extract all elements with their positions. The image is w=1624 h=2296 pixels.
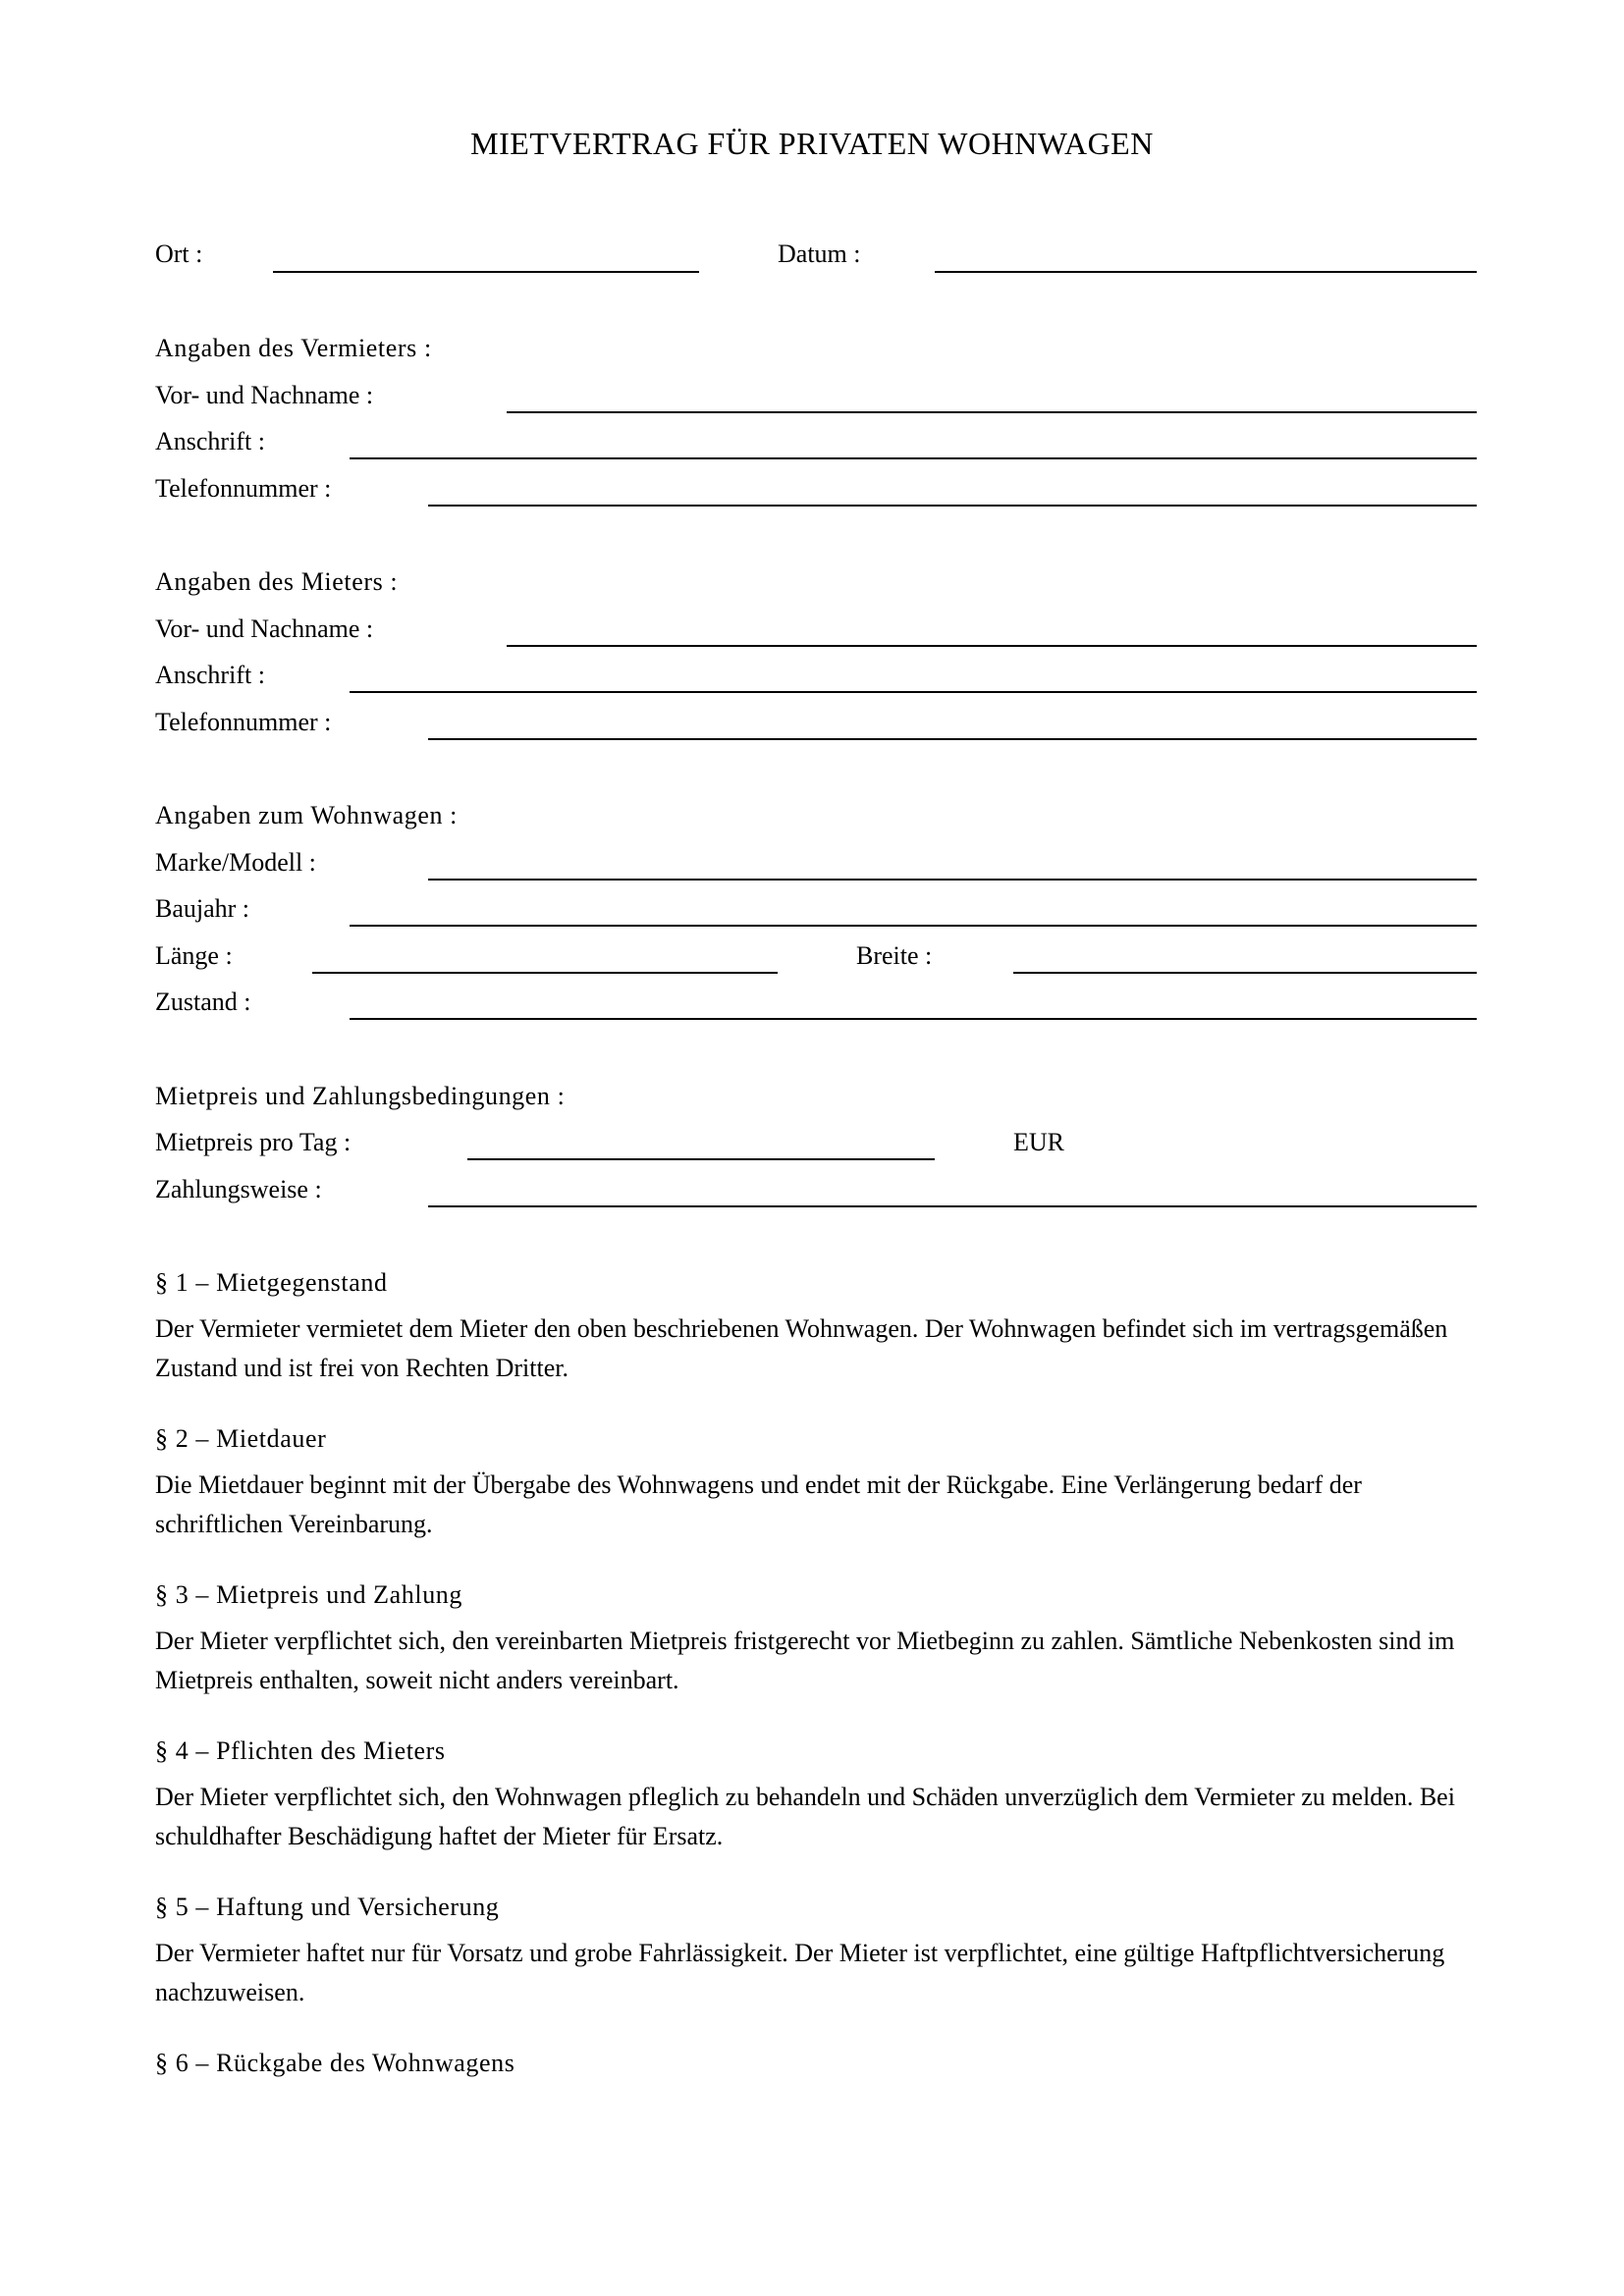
section-3-heading: § 3 – Mietpreis und Zahlung: [155, 1580, 462, 1609]
wohnwagen-heading: Angaben zum Wohnwagen :: [155, 801, 458, 829]
vermieter-name-label: Vor- und Nachname :: [155, 381, 374, 409]
section-2-heading: § 2 – Mietdauer: [155, 1424, 327, 1453]
mieter-phone-field[interactable]: [428, 738, 1477, 740]
year-label: Baujahr :: [155, 894, 250, 923]
ort-field[interactable]: [273, 271, 699, 273]
price-label: Mietpreis pro Tag :: [155, 1128, 352, 1156]
condition-label: Zustand :: [155, 988, 251, 1016]
section-1-text: Der Vermieter vermietet dem Mieter den oben beschriebenen Wohnwagen. Der Wohnwagen befindet sich im vertragsgemäßen Zustand und ist frei von Rechten Dritter.: [155, 1314, 1448, 1382]
ort-label: Ort :: [155, 240, 203, 268]
length-label: Länge :: [155, 941, 233, 970]
mieter-name-label: Vor- und Nachname :: [155, 614, 374, 643]
section-5-text: Der Vermieter haftet nur für Vorsatz und grobe Fahrlässigkeit. Der Mieter ist verpflichtet, eine gültige Haftpflichtversicherung nachzuweisen.: [155, 1939, 1445, 2006]
vermieter-phone-field[interactable]: [428, 505, 1477, 507]
length-field[interactable]: [312, 972, 778, 974]
datum-field[interactable]: [935, 271, 1477, 273]
section-2-text: Die Mietdauer beginnt mit der Übergabe des Wohnwagens und endet mit der Rückgabe. Eine Verlängerung bedarf der schriftlichen Vereinbarung.: [155, 1470, 1362, 1538]
datum-label: Datum :: [778, 240, 861, 268]
mieter-address-field[interactable]: [350, 691, 1477, 693]
year-field[interactable]: [350, 925, 1477, 927]
mieter-phone-label: Telefonnummer :: [155, 708, 332, 736]
payment-heading: Mietpreis und Zahlungsbedingungen :: [155, 1082, 566, 1110]
model-label: Marke/Modell :: [155, 848, 316, 877]
mieter-heading: Angaben des Mieters :: [155, 567, 399, 596]
mieter-address-label: Anschrift :: [155, 661, 265, 689]
method-field[interactable]: [428, 1205, 1477, 1207]
vermieter-name-field[interactable]: [507, 411, 1477, 413]
section-5-heading: § 5 – Haftung und Versicherung: [155, 1893, 500, 1921]
width-field[interactable]: [1013, 972, 1477, 974]
document-title: MIETVERTRAG FÜR PRIVATEN WOHNWAGEN: [470, 126, 1154, 161]
mieter-name-field[interactable]: [507, 645, 1477, 647]
model-field[interactable]: [428, 879, 1477, 881]
section-4-heading: § 4 – Pflichten des Mieters: [155, 1736, 446, 1765]
section-3-text: Der Mieter verpflichtet sich, den vereinbarten Mietpreis fristgerecht vor Mietbeginn zu zahlen. Sämtliche Nebenkosten sind im Mietpreis enthalten, soweit nicht anders vereinbart.: [155, 1627, 1455, 1694]
currency-label: EUR: [1013, 1128, 1064, 1156]
vermieter-phone-label: Telefonnummer :: [155, 474, 332, 503]
vermieter-address-field[interactable]: [350, 457, 1477, 459]
vermieter-heading: Angaben des Vermieters :: [155, 334, 432, 362]
method-label: Zahlungsweise :: [155, 1175, 322, 1203]
price-field[interactable]: [467, 1158, 935, 1160]
section-6-heading: § 6 – Rückgabe des Wohnwagens: [155, 2049, 515, 2077]
condition-field[interactable]: [350, 1018, 1477, 1020]
vermieter-address-label: Anschrift :: [155, 427, 265, 455]
width-label: Breite :: [856, 941, 933, 970]
section-1-heading: § 1 – Mietgegenstand: [155, 1268, 388, 1297]
section-4-text: Der Mieter verpflichtet sich, den Wohnwagen pfleglich zu behandeln und Schäden unverzüglich dem Vermieter zu melden. Bei schuldhafter Beschädigung haftet der Mieter für Ersatz.: [155, 1783, 1455, 1850]
